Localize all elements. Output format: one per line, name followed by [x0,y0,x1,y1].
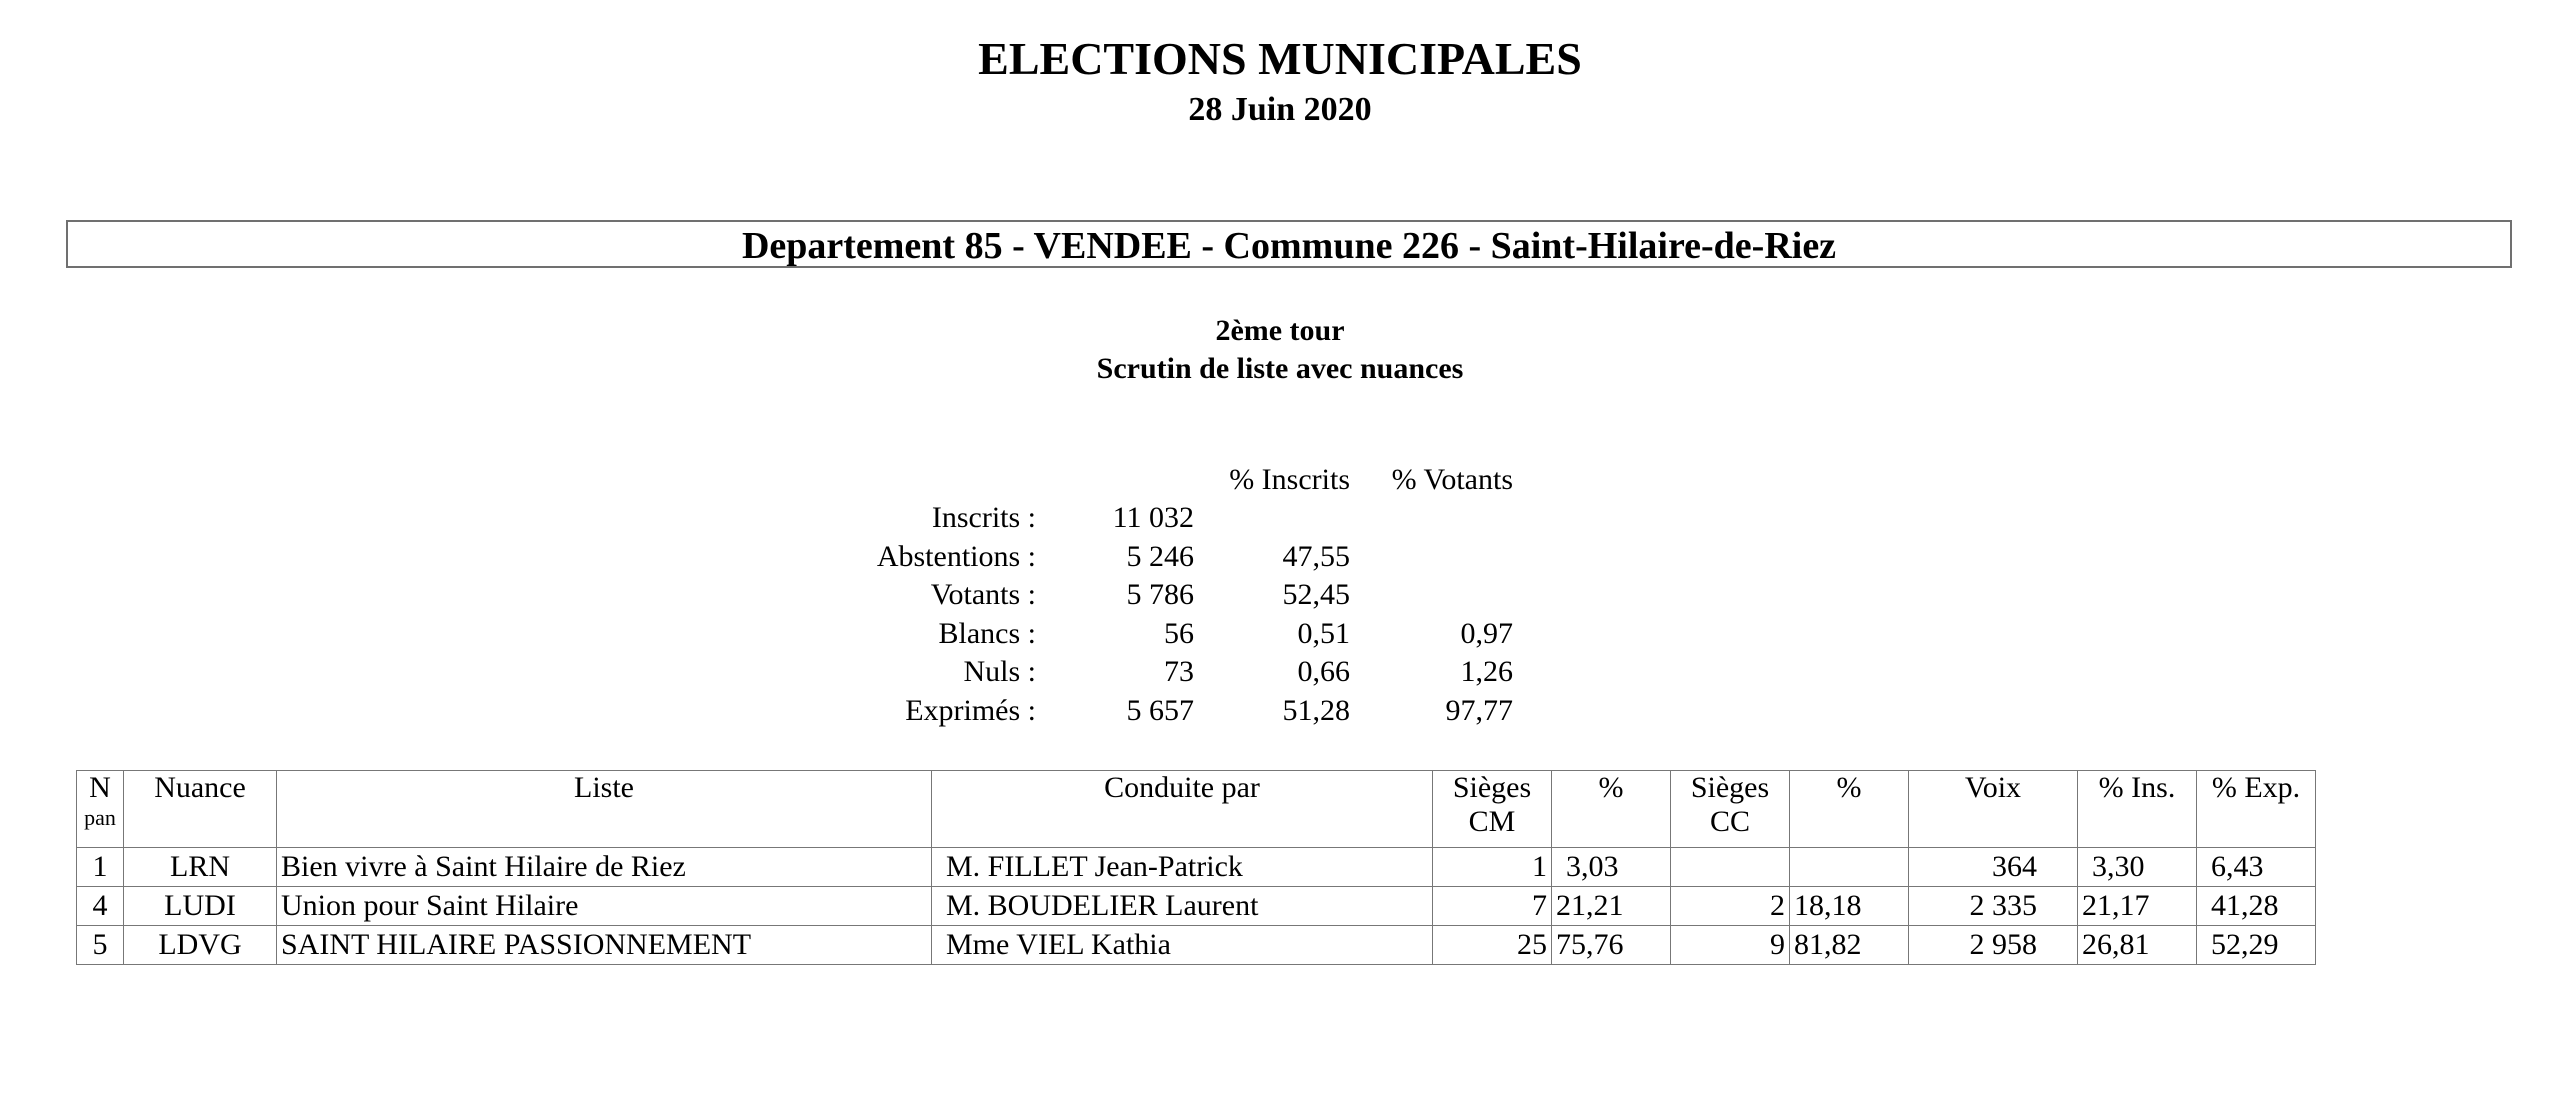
cell-nuance: LUDI [124,887,277,926]
stat-pct-inscrits: 51,28 [1282,694,1350,727]
cell-pct-cm: 21,21 [1552,887,1671,926]
table-row [77,848,2316,887]
header-sieges-cm-label: Sièges [1452,771,1532,804]
stat-label: Inscrits : [931,501,1036,534]
stat-pct-votants: 97,77 [1445,694,1513,727]
cell-conduite: M. FILLET Jean-Patrick [932,848,1433,887]
stat-label: Abstentions : [876,540,1036,573]
stat-pct-inscrits: 0,51 [1297,617,1350,650]
stat-value: 56 [1164,617,1194,650]
cell-conduite: M. BOUDELIER Laurent [932,887,1433,926]
header-cm-label: CM [1468,805,1516,838]
cell-pct-exp: 6,43 [2197,848,2316,887]
header-n-label: N [89,771,111,804]
cell-sieges-cm: 25 [1433,926,1552,965]
stat-label: Votants : [930,578,1036,611]
cell-pct-cm: 75,76 [1552,926,1671,965]
table-row [77,887,2316,926]
header-cell-pct-ins: % Ins. [2078,771,2197,848]
cell-sieges-cm: 7 [1433,887,1552,926]
header-cell-sieges-cm [1433,771,1552,848]
cell-pct-ins: 26,81 [2078,926,2197,965]
location-banner: Departement 85 - VENDEE - Commune 226 - Saint-Hilaire-de-Riez [66,220,2512,268]
cell-n: 1 [77,848,124,887]
cell-pct-cm: 3,03 [1552,848,1671,887]
col-header-pct-votants: % Votants [1391,463,1513,496]
cell-sieges-cm: 1 [1433,848,1552,887]
stat-pct-votants: 0,97 [1460,617,1513,650]
stat-label: Nuls : [963,655,1036,688]
cell-voix: 364 [1909,848,2078,887]
header-cell-conduite: Conduite par [932,771,1433,848]
cell-n: 4 [77,887,124,926]
cell-pct-ins: 21,17 [2078,887,2197,926]
table-row [77,926,2316,965]
cell-conduite: Mme VIEL Kathia [932,926,1433,965]
cell-nuance: LDVG [124,926,277,965]
ballot-type: Scrutin de liste avec nuances [1096,352,1464,385]
header-cell-nuance: Nuance [124,771,277,848]
cell-n: 5 [77,926,124,965]
cell-sieges-cc: 9 [1671,926,1790,965]
cell-liste: Bien vivre à Saint Hilaire de Riez [277,848,932,887]
header-cell-pct-cm: % [1552,771,1671,848]
stat-value: 73 [1164,655,1194,688]
cell-liste: SAINT HILAIRE PASSIONNEMENT [277,926,932,965]
header-cell-pct-cc: % [1790,771,1909,848]
cell-nuance: LRN [124,848,277,887]
header-sieges-cc-label: Sièges [1690,771,1770,804]
cell-voix: 2 958 [1909,926,2078,965]
election-date: 28 Juin 2020 [1188,91,1372,128]
stat-value: 11 032 [1112,501,1194,534]
header-cell-sieges-cc [1671,771,1790,848]
stat-value: 5 246 [1126,540,1194,573]
stat-value: 5 657 [1126,694,1194,727]
cell-sieges-cc: 2 [1671,887,1790,926]
header-cell-liste: Liste [277,771,932,848]
header-cc-label: CC [1709,805,1751,838]
stat-pct-inscrits: 52,45 [1282,578,1350,611]
stat-pct-inscrits: 47,55 [1282,540,1350,573]
cell-pct-cc [1790,848,1909,887]
results-table [76,770,2316,965]
header-cell-pct-exp: % Exp. [2197,771,2316,848]
cell-liste: Union pour Saint Hilaire [277,887,932,926]
table-header-row [77,771,2316,848]
cell-pct-exp: 41,28 [2197,887,2316,926]
page-title: ELECTIONS MUNICIPALES [978,33,1582,84]
cell-pct-cc: 18,18 [1790,887,1909,926]
stat-value: 5 786 [1126,578,1194,611]
cell-sieges-cc [1671,848,1790,887]
cell-pct-exp: 52,29 [2197,926,2316,965]
header-cell-voix: Voix [1909,771,2078,848]
stat-label: Exprimés : [905,694,1036,727]
header-cell-n [77,771,124,848]
cell-voix: 2 335 [1909,887,2078,926]
stat-pct-inscrits: 0,66 [1297,655,1350,688]
cell-pct-ins: 3,30 [2078,848,2197,887]
round-label: 2ème tour [1215,314,1345,347]
cell-pct-cc: 81,82 [1790,926,1909,965]
header-pan-label: pan [84,805,116,830]
stat-label: Blancs : [938,617,1036,650]
col-header-pct-inscrits: % Inscrits [1229,463,1350,496]
stat-pct-votants: 1,26 [1460,655,1513,688]
